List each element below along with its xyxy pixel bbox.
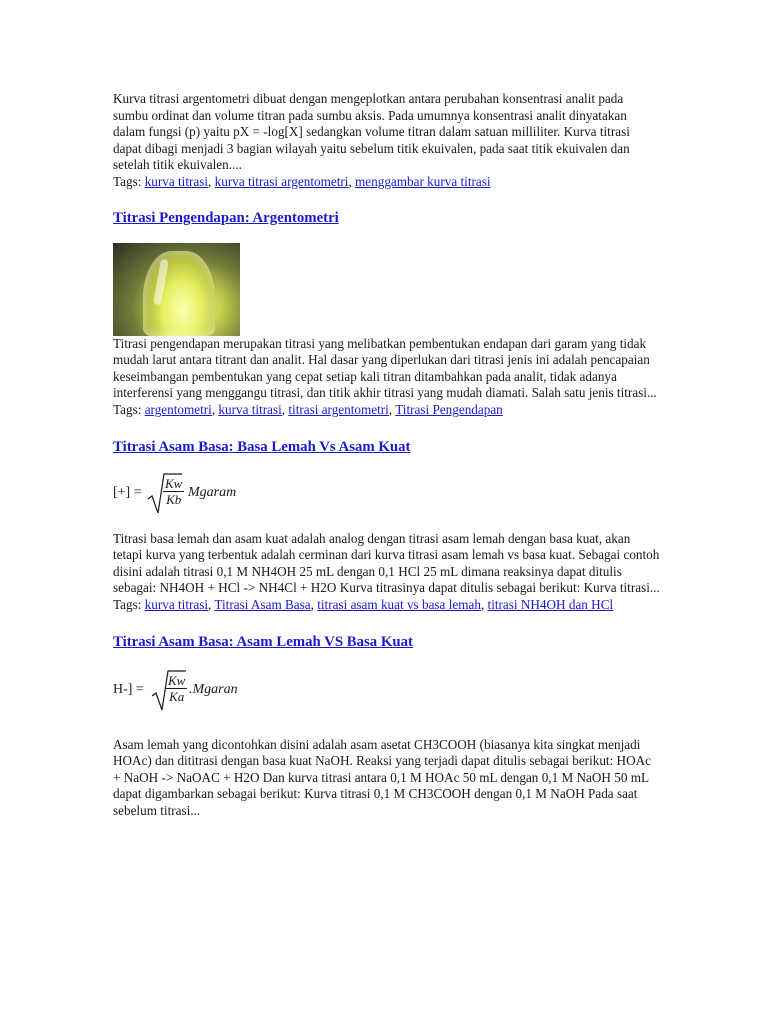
section1-text: Kurva titrasi argentometri dibuat dengan mengeplotkan antara perubahan konsentrasi analit pada sumbu ordinat dan volume titran pada sumbu aksis. Pada umumnya konsentrasi analit dinyatakan dalam fungsi (p) yaitu pX = -log[X] sedangkan volume titran dalam satuan milliliter. Kurva titrasi dapat dibagi menjadi 3 bagian wilayah yaitu sebelum titik ekuivalen, pada saat titik ekuivalen dan setelah titik ekuivalen....: [113, 91, 630, 173]
section2-title: [113, 209, 661, 227]
tag-link[interactable]: Titrasi Pengendapan: [395, 401, 503, 417]
section1-tags: Tags: kurva titrasi, kurva titrasi argentometri, menggambar kurva titrasi: [113, 173, 491, 189]
tag-link[interactable]: kurva titrasi argentometri: [214, 173, 349, 189]
section3-title: [113, 438, 661, 456]
formula-ka: [113, 669, 661, 713]
tags-label: Tags:: [113, 401, 145, 417]
tag-link[interactable]: titrasi asam kuat vs basa lemah: [317, 596, 481, 612]
tags-label: Tags:: [113, 173, 145, 189]
section2-text: Titrasi pengendapan merupakan titrasi yang melibatkan pembentukan endapan dari garam yang tidak mudah larut antara titrant dan analit. Hal dasar yang diperlukan dari titrasi jenis ini adalah pencapaian keseimbangan pembentukan yang cepat setiap kali titran ditambahkan pada analit, tidak adanya interferensi yang menggangu titrasi, dan titik akhir titrasi yang mudah diamati. Salah satu jenis titrasi...: [113, 335, 657, 401]
section3-title-link[interactable]: Titrasi Asam Basa: Basa Lemah Vs Asam Kuat: [113, 438, 411, 455]
tag-link[interactable]: kurva titrasi: [218, 401, 282, 417]
flask-icon: [143, 251, 215, 336]
formula-numerator: Kw: [165, 475, 183, 491]
formula-fraction: [166, 673, 187, 704]
tag-link[interactable]: argentometri: [144, 401, 212, 417]
formula-numerator: Kw: [168, 672, 186, 688]
section3-tags: Tags: kurva titrasi, Titrasi Asam Basa, titrasi asam kuat vs basa lemah, titrasi NH4OH dan HCl: [113, 596, 614, 612]
section2-tags: Tags: argentometri, kurva titrasi, titrasi argentometri, Titrasi Pengendapan: [113, 401, 503, 417]
section2-title-link[interactable]: Titrasi Pengendapan: Argentometri: [113, 209, 339, 226]
tag-link[interactable]: titrasi argentometri: [288, 401, 389, 417]
section4-title: [113, 633, 661, 651]
section4-title-link[interactable]: Titrasi Asam Basa: Asam Lemah VS Basa Kuat: [113, 633, 413, 650]
section4-text: Asam lemah yang dicontohkan disini adalah asam asetat CH3COOH (biasanya kita singkat menjadi HOAc) dan dititrasi dengan basa kuat NaOH. Reaksi yang terjadi dapat ditulis sebagai berikut: HOAc + NaOH -> NaOAC + H2O Dan kurva titrasi antara 0,1 M HOAc 50 mL dengan 0,1 M NaOH 50 mL dapat digambarkan sebagai berikut: Kurva titrasi 0,1 M CH3COOH dengan 0,1 M NaOH Pada saat sebelum titrasi...: [113, 736, 651, 818]
tag-link[interactable]: titrasi NH4OH dan HCl: [487, 596, 614, 612]
formula-lhs: [+] =: [113, 484, 142, 500]
formula-tail: Mgaram: [188, 484, 237, 500]
formula-tail: .Mgaran: [189, 681, 238, 697]
tag-link[interactable]: menggambar kurva titrasi: [355, 173, 491, 189]
formula-kb: [113, 472, 661, 516]
formula-denominator: Kb: [166, 491, 182, 507]
tag-link[interactable]: Titrasi Asam Basa: [214, 596, 311, 612]
document-page: [113, 91, 661, 819]
section3-text: Titrasi basa lemah dan asam kuat adalah analog dengan titrasi asam lemah dengan basa kuat, akan tetapi kurva yang terbentuk adalah cerminan dari kurva titrasi asam lemah vs basa kuat. Sebagai contoh disini adalah titrasi 0,1 M NH4OH 25 mL dengan 0,1 HCl 25 mL dimana reaksinya dapat ditulis sebagai: NH4OH + HCl -> NH4Cl + H2O Kurva titrasinya dapat ditulis sebagai berikut: Kurva titrasi...: [113, 530, 660, 596]
tag-link[interactable]: kurva titrasi: [144, 596, 209, 612]
formula-lhs: H-] =: [113, 681, 144, 697]
tags-label: Tags:: [113, 596, 145, 612]
formula-fraction: [163, 476, 184, 507]
tag-link[interactable]: kurva titrasi: [144, 173, 209, 189]
formula-denominator: Ka: [169, 688, 185, 704]
flask-photo: [113, 243, 240, 336]
